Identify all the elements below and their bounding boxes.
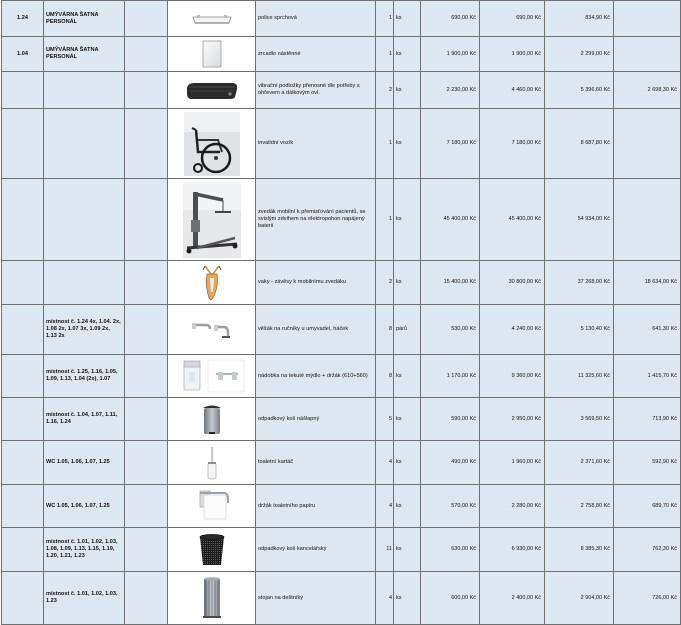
equipment-table (1, 0, 681, 625)
extra-amount: 18 634,00 Kč (614, 261, 681, 305)
product-image (168, 398, 256, 441)
unit-price: 2 230,00 Kč (421, 72, 480, 109)
extra-amount: 641,30 Kč (614, 305, 681, 355)
room-label: UMÝVÁRNA ŠATNA PERSONÁL (44, 37, 125, 72)
unit-price: 570,00 Kč (421, 485, 480, 528)
extra-amount: 689,70 Kč (614, 485, 681, 528)
unit: ks (394, 72, 421, 109)
total-price: 1 960,00 Kč (480, 441, 545, 485)
table-row (2, 179, 681, 261)
unit: ks (394, 109, 421, 179)
quantity: 4 (376, 441, 394, 485)
table-row (2, 398, 681, 441)
table-row (2, 109, 681, 179)
item-description: vaky - závěsy k mobilnímu zvedáku (256, 261, 376, 305)
unit-price: 15 400,00 Kč (421, 261, 480, 305)
total-with-vat: 2 758,80 Kč (545, 485, 614, 528)
room-code (2, 441, 44, 485)
unit: ks (394, 355, 421, 398)
room-label: místnost č. 1.24 4x, 1.04. 2x, 1.08 2x, 1.07 3x, 1.09 2x, 1.13 2x (44, 305, 125, 355)
total-price: 7 180,00 Kč (480, 109, 545, 179)
toilet-brush-icon (169, 445, 254, 481)
extra-amount: 1 415,70 Kč (614, 355, 681, 398)
quantity: 5 (376, 398, 394, 441)
patient-lift-icon (169, 182, 254, 258)
towel-hook-icon (169, 319, 254, 341)
spacer-cell (125, 441, 168, 485)
item-description: odpadkový koš kancelářský (256, 528, 376, 572)
spacer-cell (125, 179, 168, 261)
quantity: 1 (376, 37, 394, 72)
spacer-cell (125, 485, 168, 528)
total-price: 2 950,00 Kč (480, 398, 545, 441)
table-row (2, 261, 681, 305)
unit: ks (394, 398, 421, 441)
item-description: držák toaletního papíru (256, 485, 376, 528)
room-code: 1.24 (2, 1, 44, 37)
room-label: místnost č. 1.01, 1.02, 1.03, 1.08, 1.09, 1.13, 1.15, 1.19, 1.20, 1.21, 1.23 (44, 528, 125, 572)
spacer-cell (125, 261, 168, 305)
room-label: WC 1.05, 1.06, 1.07, 1.25 (44, 441, 125, 485)
room-code (2, 305, 44, 355)
extra-amount (614, 1, 681, 37)
extra-amount: 762,30 Kč (614, 528, 681, 572)
mesh-bin-icon (169, 533, 254, 567)
spacer-cell (125, 109, 168, 179)
spacer-cell (125, 305, 168, 355)
quantity: 1 (376, 1, 394, 37)
item-description: zvedák mobilní k přemisťování pacientů, se svislým zdvihem na elektropohon napájený baterií (256, 179, 376, 261)
unit-price: 7 180,00 Kč (421, 109, 480, 179)
pedal-bin-icon (169, 402, 254, 436)
product-image (168, 37, 256, 72)
product-image (168, 261, 256, 305)
unit: ks (394, 261, 421, 305)
vibration-pad-icon (169, 78, 254, 102)
total-with-vat: 2 299,00 Kč (545, 37, 614, 72)
total-with-vat: 2 904,00 Kč (545, 572, 614, 625)
item-description: nádobka na tekuté mýdlo + držák (610+560) (256, 355, 376, 398)
quantity: 1 (376, 179, 394, 261)
total-with-vat: 5 396,60 Kč (545, 72, 614, 109)
item-description: police sprchová (256, 1, 376, 37)
spacer-cell (125, 528, 168, 572)
quantity: 2 (376, 261, 394, 305)
quantity: 8 (376, 305, 394, 355)
extra-amount: 592,90 Kč (614, 441, 681, 485)
room-code (2, 109, 44, 179)
room-label: místnost č. 1.25, 1.16, 1.05, 1.09, 1.13, 1.04 (2x), 1.07 (44, 355, 125, 398)
table-row (2, 355, 681, 398)
quantity: 4 (376, 485, 394, 528)
room-label: UMÝVÁRNA ŠATNA PERSONÁL (44, 1, 125, 37)
room-label (44, 109, 125, 179)
extra-amount (614, 179, 681, 261)
unit-price: 1 900,00 Kč (421, 37, 480, 72)
unit: ks (394, 485, 421, 528)
room-code (2, 528, 44, 572)
item-description: vibrační podložky přenosné dle potřeby s ohřevem a dálkovým ovl. (256, 72, 376, 109)
product-image (168, 109, 256, 179)
table-row (2, 37, 681, 72)
total-with-vat: 54 934,00 Kč (545, 179, 614, 261)
total-with-vat: 11 325,60 Kč (545, 355, 614, 398)
room-code (2, 572, 44, 625)
extra-amount (614, 37, 681, 72)
shower-shelf-icon (169, 9, 254, 29)
room-code (2, 398, 44, 441)
total-with-vat: 2 371,60 Kč (545, 441, 614, 485)
lift-sling-icon (169, 264, 254, 302)
room-code: 1.04 (2, 37, 44, 72)
total-with-vat: 834,90 Kč (545, 1, 614, 37)
extra-amount: 726,00 Kč (614, 572, 681, 625)
room-code (2, 355, 44, 398)
unit: ks (394, 441, 421, 485)
total-price: 2 280,00 Kč (480, 485, 545, 528)
unit-price: 600,00 Kč (421, 572, 480, 625)
total-price: 4 460,00 Kč (480, 72, 545, 109)
table-row (2, 1, 681, 37)
total-with-vat: 8 687,80 Kč (545, 109, 614, 179)
total-price: 2 400,00 Kč (480, 572, 545, 625)
table-row (2, 305, 681, 355)
unit: ks (394, 37, 421, 72)
item-description: stojan na deštníky (256, 572, 376, 625)
unit-price: 45 400,00 Kč (421, 179, 480, 261)
table-row (2, 485, 681, 528)
unit-price: 490,00 Kč (421, 441, 480, 485)
room-label: místnost č. 1.01, 1.02, 1.03, 1.23 (44, 572, 125, 625)
total-price: 4 240,00 Kč (480, 305, 545, 355)
umbrella-stand-icon (169, 576, 254, 620)
wall-mirror-icon (169, 40, 254, 68)
spacer-cell (125, 37, 168, 72)
extra-amount: 2 698,30 Kč (614, 72, 681, 109)
room-code (2, 179, 44, 261)
total-price: 6 930,00 Kč (480, 528, 545, 572)
item-description: toaletní kartáč (256, 441, 376, 485)
room-label (44, 72, 125, 109)
unit: ks (394, 572, 421, 625)
unit-price: 690,00 Kč (421, 1, 480, 37)
quantity: 2 (376, 72, 394, 109)
unit: ks (394, 179, 421, 261)
spacer-cell (125, 398, 168, 441)
product-image (168, 1, 256, 37)
room-code (2, 261, 44, 305)
room-label (44, 261, 125, 305)
quantity: 1 (376, 109, 394, 179)
quantity: 4 (376, 572, 394, 625)
total-price: 30 800,00 Kč (480, 261, 545, 305)
table-row (2, 572, 681, 625)
room-code (2, 72, 44, 109)
unit-price: 530,00 Kč (421, 305, 480, 355)
quantity: 11 (376, 528, 394, 572)
item-description: zrcadlo nástěnné (256, 37, 376, 72)
unit: párů (394, 305, 421, 355)
table-row (2, 441, 681, 485)
item-description: invalidní vozík (256, 109, 376, 179)
spacer-cell (125, 355, 168, 398)
spacer-cell (125, 572, 168, 625)
room-label: místnost č. 1.04, 1.07, 1.11, 1.16, 1.24 (44, 398, 125, 441)
item-description: odpadkový koš nášlapný (256, 398, 376, 441)
product-image (168, 572, 256, 625)
unit: ks (394, 1, 421, 37)
unit-price: 630,00 Kč (421, 528, 480, 572)
product-image (168, 72, 256, 109)
spacer-cell (125, 1, 168, 37)
product-image (168, 305, 256, 355)
product-image (168, 528, 256, 572)
extra-amount: 713,90 Kč (614, 398, 681, 441)
product-image (168, 355, 256, 398)
paper-holder-icon (169, 489, 254, 523)
total-price: 690,00 Kč (480, 1, 545, 37)
unit: ks (394, 528, 421, 572)
total-with-vat: 5 130,40 Kč (545, 305, 614, 355)
extra-amount (614, 109, 681, 179)
total-price: 45 400,00 Kč (480, 179, 545, 261)
unit-price: 1 170,00 Kč (421, 355, 480, 398)
room-label (44, 179, 125, 261)
room-code (2, 485, 44, 528)
total-with-vat: 8 385,30 Kč (545, 528, 614, 572)
wheelchair-icon (169, 112, 254, 176)
total-price: 1 900,00 Kč (480, 37, 545, 72)
total-with-vat: 3 569,50 Kč (545, 398, 614, 441)
spacer-cell (125, 72, 168, 109)
table-row (2, 528, 681, 572)
item-description: věšák na ručníky u umyvadel, háček (256, 305, 376, 355)
product-image (168, 441, 256, 485)
room-label: WC 1.05, 1.06, 1.07, 1.25 (44, 485, 125, 528)
product-image (168, 179, 256, 261)
quantity: 8 (376, 355, 394, 398)
unit-price: 590,00 Kč (421, 398, 480, 441)
total-with-vat: 37 268,00 Kč (545, 261, 614, 305)
table-row (2, 72, 681, 109)
product-image (168, 485, 256, 528)
soap-dispenser-icon (169, 358, 254, 394)
total-price: 9 360,00 Kč (480, 355, 545, 398)
